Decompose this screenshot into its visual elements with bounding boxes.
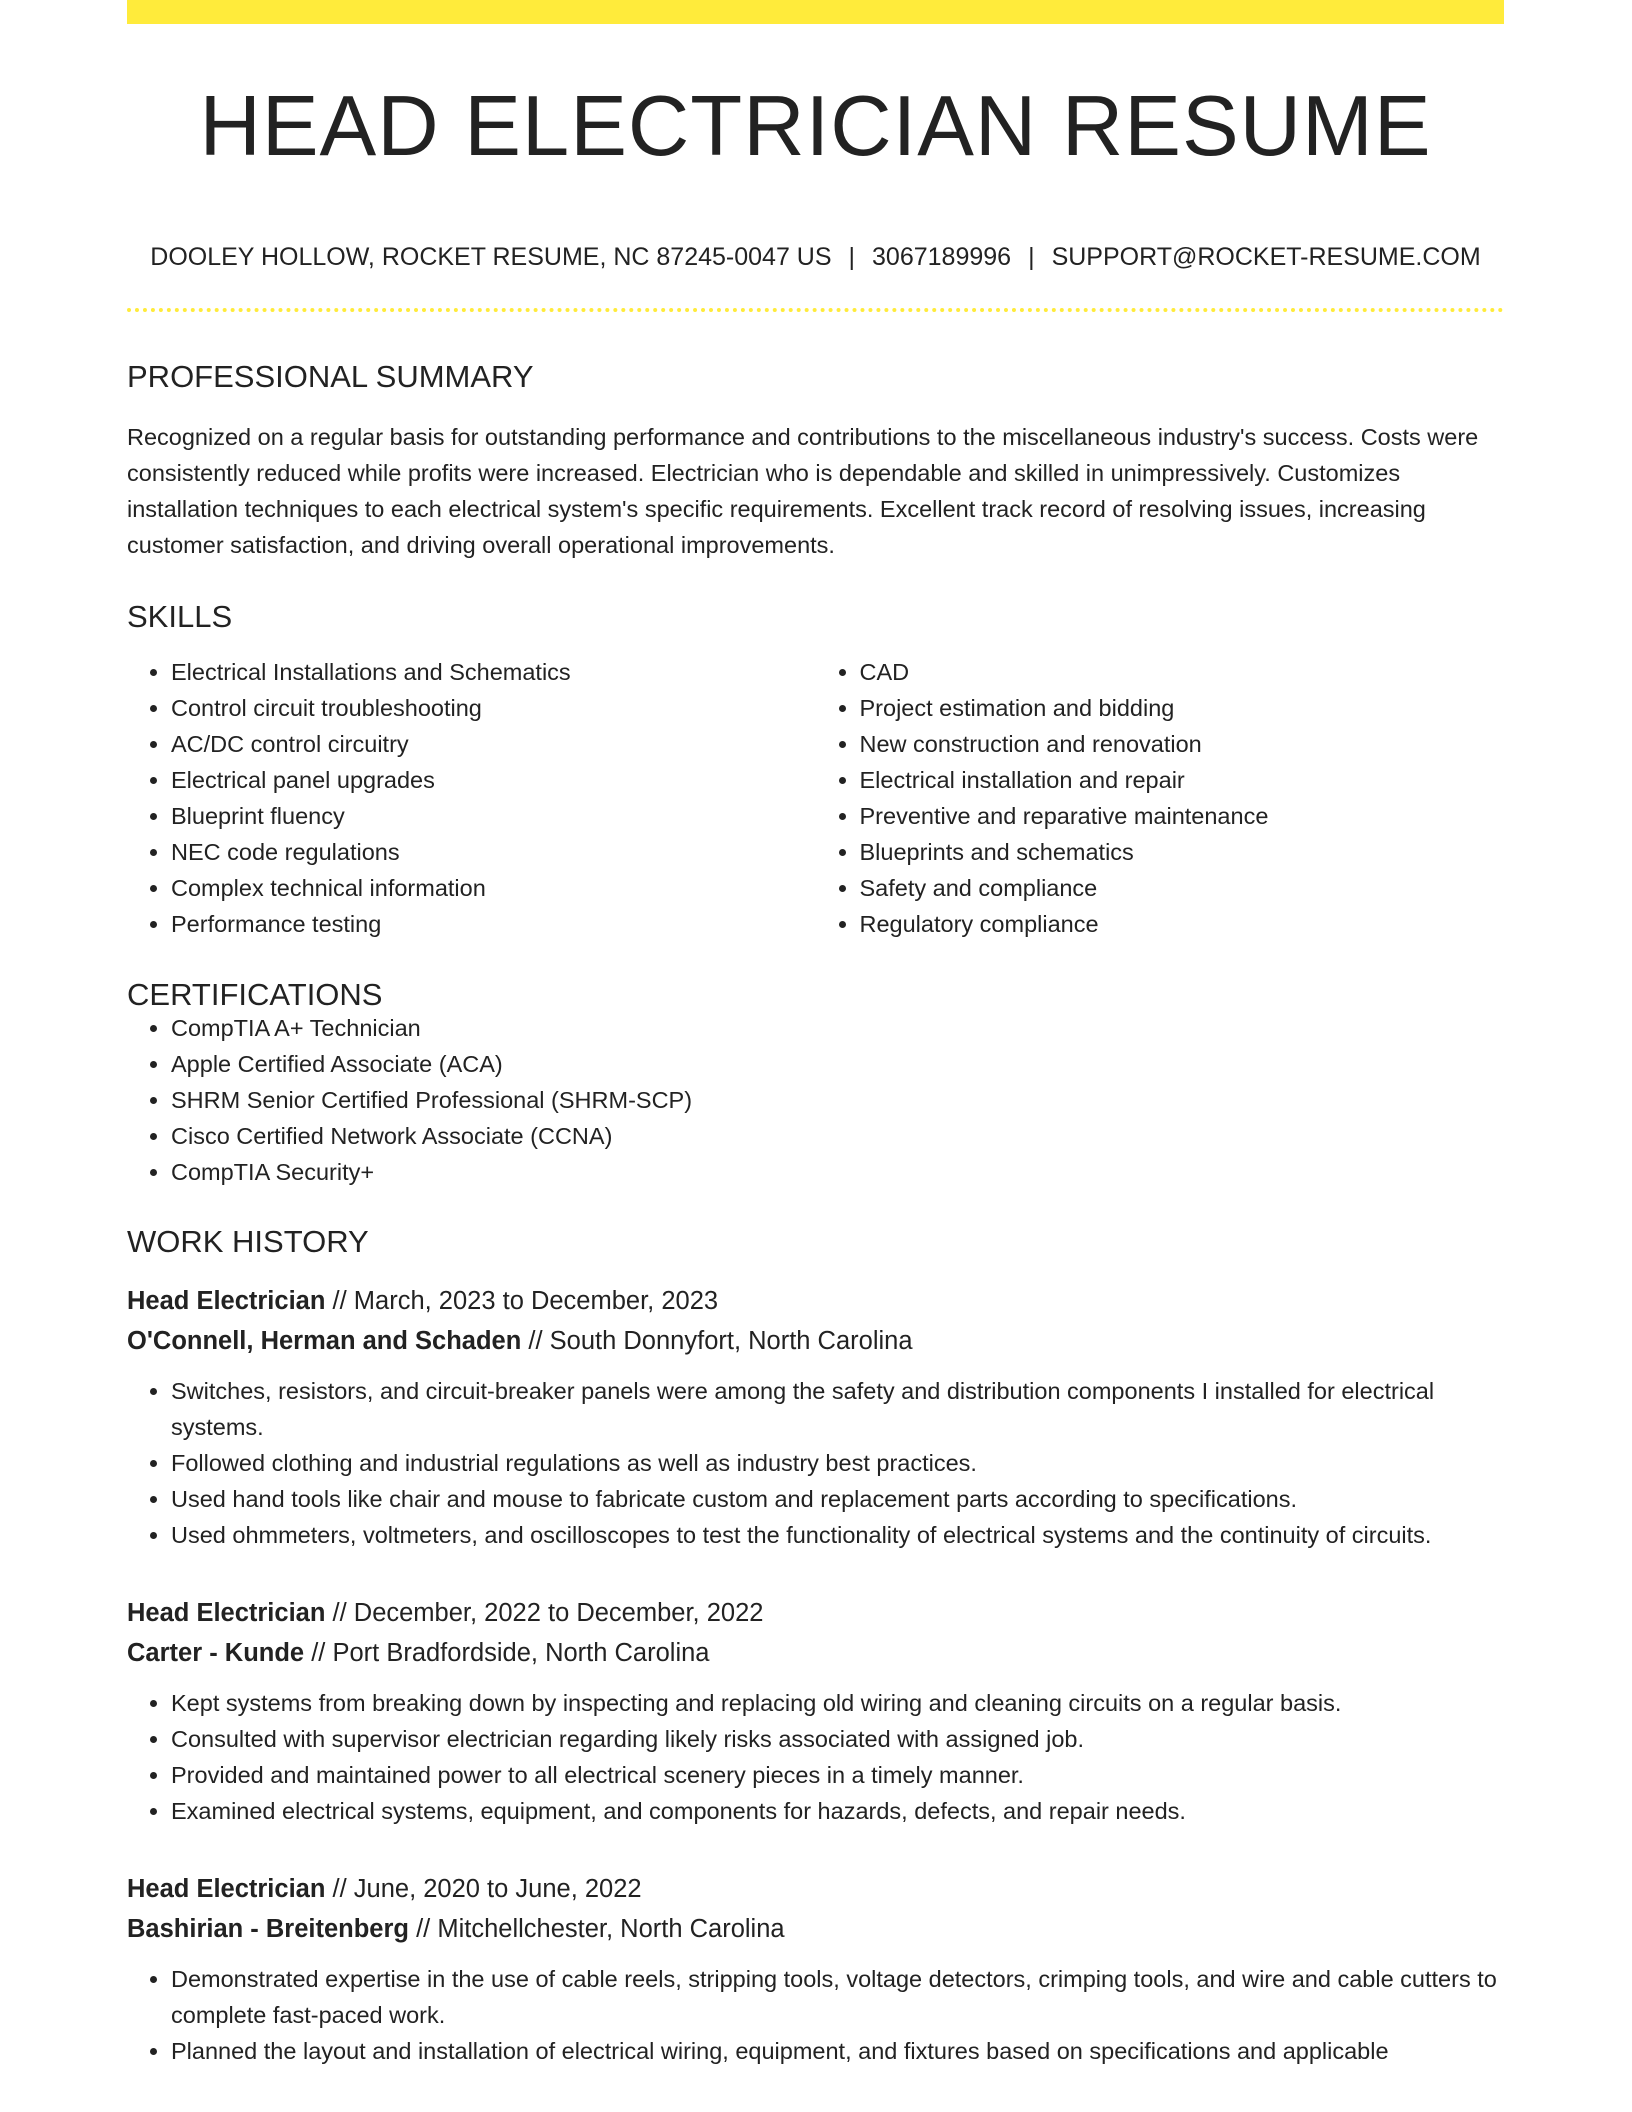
contact-phone[interactable]: 3067189996 [872,243,1012,271]
job-duty: • Planned the layout and installation of electrical wiring, equipment, and fixtures based on specifications and applicable [171,2033,1504,2069]
job-role: Head Electrician [127,1599,326,1627]
skills-heading: SKILLS [127,599,233,634]
job-separator: // [332,1287,347,1315]
work-history-heading: WORK HISTORY [127,1224,369,1259]
skill-item: • NEC code regulations [171,834,816,870]
skill-item: • AC/DC control circuitry [171,726,816,762]
resume-title: HEAD ELECTRICIAN RESUME [199,79,1432,174]
job-role-line [127,1281,1504,1321]
job-separator: // [311,1639,326,1667]
contact-email[interactable]: SUPPORT@ROCKET-RESUME.COM [1051,243,1481,271]
certification-item: • Apple Certified Associate (ACA) [171,1046,1504,1082]
job-duty: • Provided and maintained power to all electrical scenery pieces in a timely manner. [171,1757,1504,1793]
summary-text: Recognized on a regular basis for outstanding performance and contributions to the miscellaneous industry's success. Costs were consistently reduced while profits were increased. Electrician who is dependable and skilled in unimpressively. Customizes installation techniques to each electrical system's specific requirements. Excellent track record of resolving issues, increasing customer satisfaction, and driving overall operational improvements. [127,424,1479,558]
job-company: Bashirian - Breitenberg [127,1915,409,1943]
contact-line [127,245,1504,270]
job-company: O'Connell, Herman and Schaden [127,1327,522,1355]
skill-item: • Safety and compliance [860,870,1505,906]
job-role: Head Electrician [127,1287,326,1315]
job-separator: // [332,1599,347,1627]
top-accent-bar [127,0,1504,24]
job-company: Carter - Kunde [127,1639,305,1667]
resume-page [127,0,1504,2069]
skill-item: • CAD [860,654,1505,690]
job-dates: June, 2020 to June, 2022 [353,1875,642,1903]
job-location: Port Bradfordside, North Carolina [332,1639,710,1667]
job-separator: // [332,1875,347,1903]
job-location: South Donnyfort, North Carolina [549,1327,913,1355]
job-role-line [127,1593,1504,1633]
skills-list-left [127,654,816,942]
job-duty: • Kept systems from breaking down by inspecting and replacing old wiring and cleaning circuits on a regular basis. [171,1685,1504,1721]
job-duty: • Used hand tools like chair and mouse to fabricate custom and replacement parts according to specifications. [171,1481,1504,1517]
contact-separator: | [1028,243,1035,271]
job-company-line [127,1321,1504,1361]
job-duty: • Examined electrical systems, equipment, and components for hazards, defects, and repair needs. [171,1793,1504,1829]
job-duty: • Followed clothing and industrial regulations as well as industry best practices. [171,1445,1504,1481]
skill-item: • Complex technical information [171,870,816,906]
skill-item: • Blueprints and schematics [860,834,1505,870]
skill-item: • Electrical Installations and Schematics [171,654,816,690]
job-company-line [127,1909,1504,1949]
skill-item: • New construction and renovation [860,726,1505,762]
job-entry [127,1593,1504,1829]
job-duties-list [127,1961,1504,2069]
job-duties-list [127,1373,1504,1553]
certification-item: • SHRM Senior Certified Professional (SHRM-SCP) [171,1082,1504,1118]
certifications-heading: CERTIFICATIONS [127,977,383,1012]
skill-item: • Project estimation and bidding [860,690,1505,726]
certifications-list [127,1010,1504,1190]
summary-heading: PROFESSIONAL SUMMARY [127,359,534,394]
job-duty: • Switches, resistors, and circuit-breaker panels were among the safety and distribution components I installed for electrical systems. [171,1373,1504,1445]
certification-item: • CompTIA Security+ [171,1154,1504,1190]
skill-item: • Preventive and reparative maintenance [860,798,1505,834]
job-duty: • Used ohmmeters, voltmeters, and oscilloscopes to test the functionality of electrical systems and the continuity of circuits. [171,1517,1504,1553]
job-duties-list [127,1685,1504,1829]
dotted-divider [127,308,1504,312]
job-role: Head Electrician [127,1875,326,1903]
skills-columns [127,654,1504,942]
skill-item: • Blueprint fluency [171,798,816,834]
certification-item: • Cisco Certified Network Associate (CCNA) [171,1118,1504,1154]
job-separator: // [416,1915,431,1943]
contact-separator: | [848,243,856,271]
job-entry [127,1281,1504,1553]
job-separator: // [528,1327,543,1355]
job-duty: • Consulted with supervisor electrician regarding likely risks associated with assigned job. [171,1721,1504,1757]
job-role-line [127,1869,1504,1909]
job-dates: December, 2022 to December, 2022 [353,1599,764,1627]
skill-item: • Regulatory compliance [860,906,1505,942]
skill-item: • Performance testing [171,906,816,942]
contact-address: DOOLEY HOLLOW, ROCKET RESUME, NC 87245-0047 US [150,243,832,271]
skill-item: • Electrical installation and repair [860,762,1505,798]
skill-item: • Electrical panel upgrades [171,762,816,798]
job-dates: March, 2023 to December, 2023 [353,1287,719,1315]
skill-item: • Control circuit troubleshooting [171,690,816,726]
job-location: Mitchellchester, North Carolina [437,1915,785,1943]
job-company-line [127,1633,1504,1673]
job-entry [127,1869,1504,2069]
certification-item: • CompTIA A+ Technician [171,1010,1504,1046]
job-duty: • Demonstrated expertise in the use of cable reels, stripping tools, voltage detectors, crimping tools, and wire and cable cutters to complete fast-paced work. [171,1961,1504,2033]
skills-list-right [816,654,1505,942]
